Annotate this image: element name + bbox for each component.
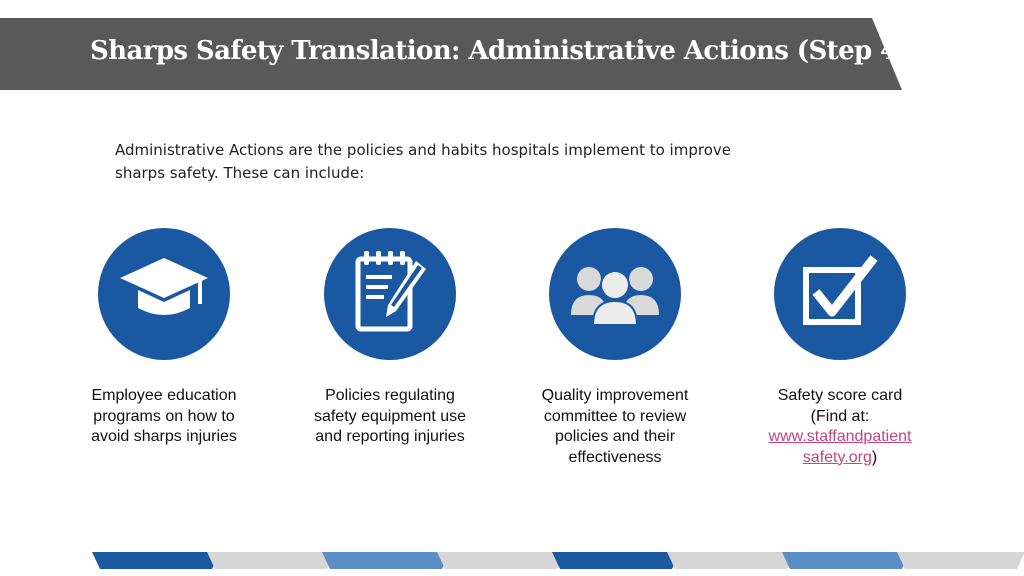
action-caption [515, 386, 715, 468]
caption-line: committee to review [543, 407, 687, 425]
icon-circle [98, 228, 230, 360]
caption-line: and reporting injuries [315, 428, 465, 445]
caption-line: Quality improvement [541, 387, 689, 404]
intro-paragraph [115, 139, 775, 185]
closing-paren: ) [871, 448, 878, 466]
action-policies [290, 228, 490, 448]
action-scorecard [740, 228, 940, 468]
caption-line: effectiveness [568, 448, 662, 466]
action-caption [290, 386, 490, 448]
progress-segment-dark [92, 552, 220, 569]
scorecard-link[interactable]: www.staffandpatient [768, 428, 912, 445]
intro-line: Administrative Actions are the policies and habits hospitals implement to improve [115, 141, 731, 159]
action-caption [64, 386, 264, 448]
action-committee [515, 228, 715, 468]
slide-title: Sharps Safety Translation: Administrative Actions (Step 4) [90, 36, 910, 66]
caption-line: safety equipment use [313, 407, 467, 425]
progress-bar [92, 552, 1022, 569]
progress-segment-mid [322, 552, 450, 569]
caption-line: Safety score card [777, 387, 903, 404]
icon-circle [324, 228, 456, 360]
action-caption [740, 386, 940, 468]
caption-line: Policies regulating [325, 387, 455, 404]
caption-line: policies and their [554, 428, 676, 445]
people-group-icon [567, 259, 663, 329]
notepad-pencil-icon [348, 249, 432, 339]
caption-line: avoid sharps injuries [91, 428, 237, 445]
action-education [64, 228, 264, 448]
checkbox-icon [798, 252, 882, 336]
progress-segment-dark [552, 552, 680, 569]
progress-segment-light [437, 552, 565, 569]
progress-segment-light [897, 552, 1024, 569]
progress-segment-light [207, 552, 335, 569]
progress-segment-mid [782, 552, 910, 569]
icon-circle [774, 228, 906, 360]
caption-line [740, 448, 940, 469]
caption-line: (Find at: [810, 407, 870, 425]
scorecard-link[interactable]: safety.org [802, 448, 872, 466]
caption-line: Employee education [91, 387, 237, 404]
icon-circle [549, 228, 681, 360]
intro-line: sharps safety. These can include: [115, 164, 365, 182]
progress-segment-light [667, 552, 795, 569]
caption-line: programs on how to [93, 407, 235, 425]
caption-line [740, 427, 940, 448]
graduation-cap-icon [114, 254, 214, 334]
